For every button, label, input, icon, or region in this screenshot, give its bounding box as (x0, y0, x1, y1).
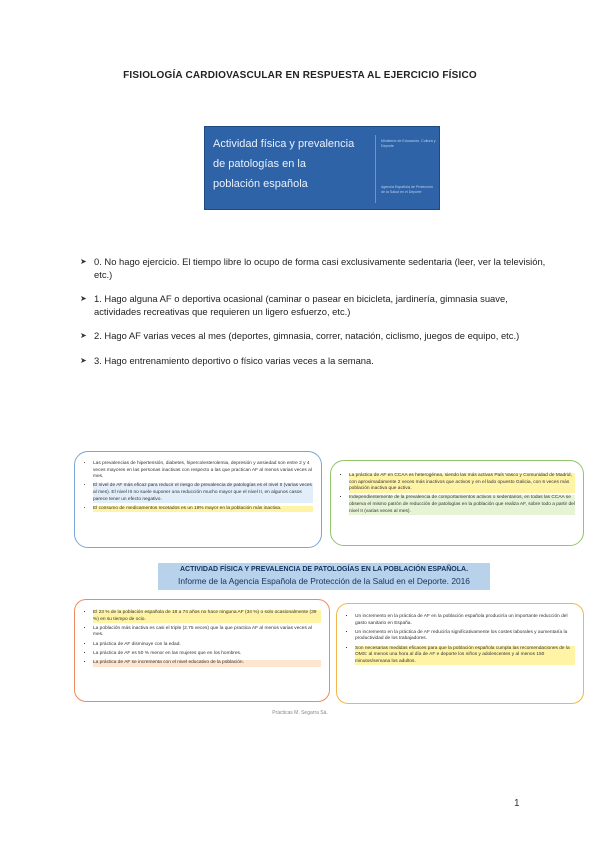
activity-level-list (80, 256, 550, 379)
finding-item: ▪ Son necesarias medidas eficaces para que la población española cumpla las recomendaciones de la OMS: al menos una hora al día de AF e deporte los niños y adolescentes y al menos 150 minutos/semana los adultos. (355, 646, 575, 666)
finding-item: ▪ La población más inactiva es casi el triple (2.75 veces) que la que practica AF al menos varias veces al mes. (93, 626, 321, 639)
arrow-bullet-icon: ➤ (80, 355, 87, 365)
finding-item: • El consumo de medicamentos recetados es un 18% mayor en la población más inactiva. (93, 506, 313, 513)
finding-item: ▪ La práctica de AF en CCAA es heterogénea, siendo las más activas País Vasco y Comunidad de Madrid, con aproximadamente 2 veces más inactivos que activos y en el lado opuesto Galicia, con 6 veces más población inactiva que activa. (349, 473, 575, 493)
activity-level-item (80, 355, 550, 368)
banner-ministry-text: Ministerio de Educación, Cultura y Deporte (381, 139, 436, 148)
banner-title-line: población española (213, 178, 308, 190)
banner-title (213, 134, 373, 194)
activity-level-item (80, 293, 550, 318)
finding-item: ▪ El 23 % de la población española de 18 a 74 años no hace ninguna AF (34 %) o solo ocasionalmente (39 %) en su tiempo de ocio. (93, 610, 321, 623)
banner-title-line: de patologías en la (213, 158, 306, 170)
findings-box-regions (330, 460, 584, 546)
arrow-bullet-icon: ➤ (80, 294, 87, 303)
finding-item: ▪ La práctica de AF disminuye con la edad. (93, 642, 321, 649)
finding-item: • Las prevalencias de hipertensión, diabetes, hipercolesterolemia, depresión y ansiedad son entre 2 y 4 veces mayores en las personas inactivas con respecto a las que practican AF al menos varias veces al mes. (93, 461, 313, 481)
findings-box-recommendations (336, 603, 584, 704)
activity-level-text: 1. Hago alguna AF o deportiva ocasional (caminar o pasear en bicicleta, jardinería, gimnasia suave, actividades recreativas que requieren un ligero esfuerzo, etc.) (94, 293, 508, 317)
activity-level-item (80, 256, 550, 281)
report-subtitle: Informe de la Agencia Española de Protección de la Salud en el Deporte. 2016 (178, 576, 470, 586)
arrow-bullet-icon: ➤ (80, 257, 87, 266)
activity-level-text: 0. No hago ejercicio. El tiempo libre lo ocupo de forma casi exclusivamente sedentaria (leer, ver la televisión, etc.) (94, 256, 546, 280)
findings-box-pathologies (74, 451, 322, 548)
finding-item: ▪ La práctica de AF es 50 % menor en las mujeres que en los hombres. (93, 651, 321, 658)
finding-item: ▪ Independientemente de la prevalencia de comportamientos activos o sedentarios, en todas las CCAA se observa el mismo patrón de reducción de patologías en la población que realiza AF, sobre todo a partir del nivel II (varias veces al mes). (349, 495, 575, 515)
report-title: ACTIVIDAD FÍSICA Y PREVALENCIA DE PATOLOGÍAS EN LA POBLACIÓN ESPAÑOLA. (179, 566, 469, 573)
arrow-bullet-icon: ➤ (80, 331, 87, 340)
activity-level-text: 3. Hago entrenamiento deportivo o físico varias veces a la semana. (94, 354, 374, 366)
banner-divider (375, 135, 376, 203)
findings-box-population (74, 599, 330, 702)
finding-item: ▪ La práctica de AF se incrementa con el nivel educativo de la población. (93, 660, 321, 667)
finding-item: • El nivel de AF más eficaz para reducir el riesgo de prevalencia de patologías es el nivel II (varias veces al mes). El nivel III no suele suponer una reducción mucho mayor que el nivel II, en algunos casos parece tener un efecto negativo. (93, 483, 313, 503)
page-number: 1 (514, 798, 520, 809)
finding-item: ▪ Un incremento en la práctica de AF en la población española produciría un importante reducción del gasto sanitario en España. (355, 614, 575, 627)
banner-title-line: Actividad física y prevalencia (213, 138, 355, 150)
report-title-banner (158, 563, 490, 590)
finding-item: ▪ Un incremento en la práctica de AF reduciría significativamente los costes laborales y aumentaría la productividad de los trabajadores. (355, 630, 575, 643)
activity-level-text: 2. Hago AF varias veces al mes (deportes, gimnasia, correr, natación, ciclismo, juegos de equipo, etc.) (94, 330, 520, 341)
activity-level-item (80, 330, 550, 343)
credit-text: Prácticas M. Segarra Sá. (272, 710, 328, 716)
page-title: FISIOLOGÍA CARDIOVASCULAR EN RESPUESTA AL EJERCICIO FÍSICO (123, 70, 477, 81)
banner-agency-text: Agencia Española de Protección de la Salud en el Deporte (381, 185, 433, 194)
report-cover-banner (204, 126, 440, 210)
